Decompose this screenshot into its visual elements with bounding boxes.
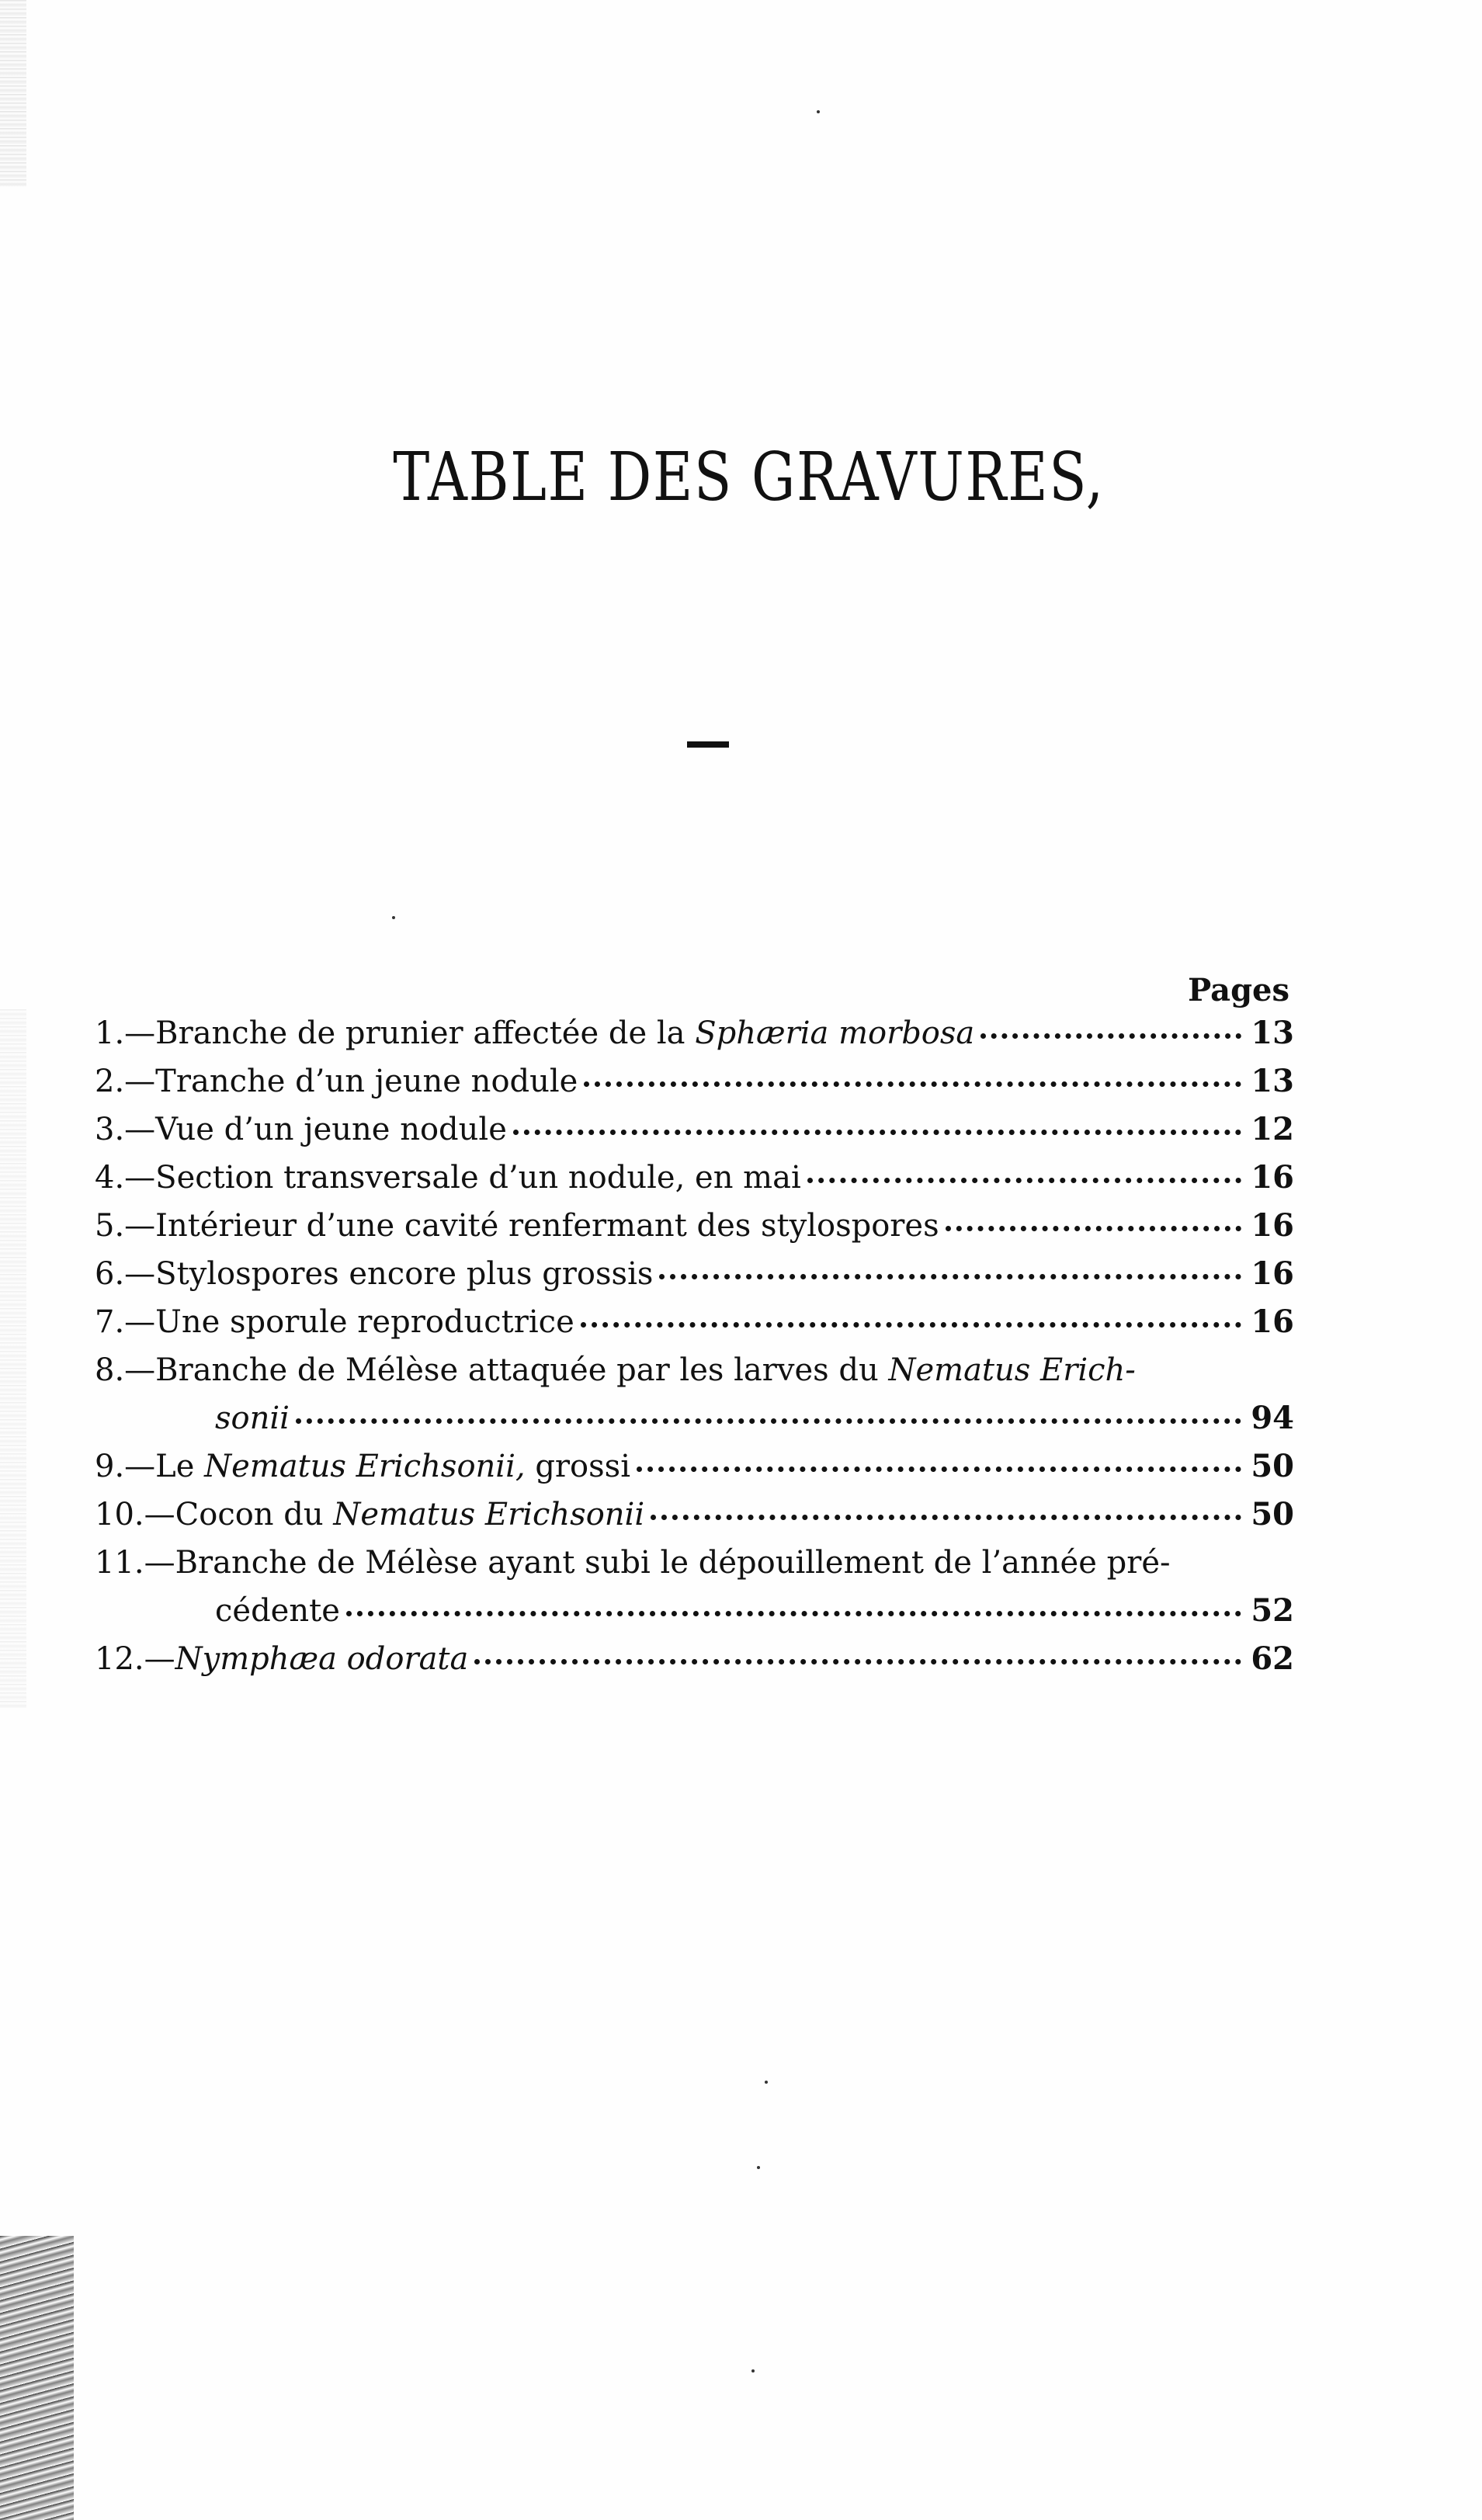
list-item (95, 1491, 1294, 1539)
entry-page-number: 16 (1251, 1207, 1294, 1244)
title-rule (687, 741, 729, 748)
dot-leader (637, 1446, 1241, 1477)
list-item (95, 1635, 1294, 1683)
entry-number: 10. (95, 1497, 144, 1532)
entry-page-number: 16 (1251, 1303, 1294, 1340)
entry-page-number: 94 (1251, 1400, 1294, 1436)
entry-page-number: 12 (1251, 1111, 1294, 1147)
entry-text: —Tranche d’un jeune nodule (124, 1064, 578, 1099)
entry-number: 7. (95, 1304, 125, 1340)
entry-number: 9. (95, 1449, 125, 1484)
entry-page-number: 50 (1251, 1448, 1294, 1484)
figure-list (95, 1009, 1294, 1683)
dot-leader (946, 1205, 1241, 1236)
speck (765, 2081, 768, 2084)
dot-leader (513, 1109, 1241, 1140)
list-item (95, 1106, 1294, 1154)
entry-page-number: 16 (1251, 1255, 1294, 1292)
dot-leader (346, 1590, 1241, 1621)
speck (817, 110, 820, 113)
entry-page-number: 62 (1251, 1640, 1294, 1677)
entry-text: —Vue d’un jeune nodule (124, 1112, 507, 1147)
entry-text-continued: cédente (215, 1593, 340, 1629)
list-item (95, 1009, 1294, 1057)
pages-column-header: Pages (1188, 972, 1289, 1008)
scan-edge-middle (0, 1009, 26, 1708)
list-item (95, 1154, 1294, 1202)
dot-leader (296, 1397, 1241, 1428)
dot-leader (980, 1012, 1241, 1043)
dot-leader (651, 1494, 1241, 1525)
entry-text: —Une sporule reproductrice (124, 1304, 574, 1340)
entry-text: —Stylospores encore plus grossis (124, 1256, 654, 1292)
entry-page-number: 16 (1251, 1159, 1294, 1196)
dot-leader (581, 1301, 1241, 1332)
entry-text: —Le Nematus Erichsonii, grossi (124, 1449, 630, 1484)
list-item (95, 1539, 1294, 1635)
speck (757, 2166, 760, 2169)
list-item (95, 1298, 1294, 1346)
list-item (95, 1250, 1294, 1298)
speck (751, 2369, 755, 2372)
list-item (95, 1346, 1294, 1442)
scan-edge-bottom (0, 2236, 74, 2520)
entry-text-continued: sonii (215, 1401, 290, 1436)
entry-text: —Branche de Mélèse ayant subi le dépouillement de l’année pré- (144, 1545, 1171, 1581)
dot-leader (659, 1253, 1241, 1284)
entry-text: —Section transversale d’un nodule, en mai (124, 1160, 801, 1196)
dot-leader (807, 1157, 1241, 1188)
entry-number: 6. (95, 1256, 125, 1292)
entry-page-number: 13 (1251, 1063, 1294, 1099)
list-item (95, 1442, 1294, 1491)
entry-number: 3. (95, 1112, 125, 1147)
entry-number: 11. (95, 1545, 144, 1581)
entry-text: —Intérieur d’une cavité renfermant des stylospores (124, 1208, 939, 1244)
page-title: TABLE DES GRAVURES, (393, 439, 1105, 516)
entry-text: —Branche de Mélèse attaquée par les larves du Nematus Erich- (124, 1352, 1136, 1388)
list-item (95, 1057, 1294, 1106)
entry-page-number: 50 (1251, 1496, 1294, 1532)
entry-page-number: 52 (1251, 1592, 1294, 1629)
entry-text: —Branche de prunier affectée de la Sphæria morbosa (124, 1015, 975, 1051)
scan-edge-top (0, 0, 26, 186)
entry-number: 2. (95, 1064, 125, 1099)
entry-text: —Cocon du Nematus Erichsonii (144, 1497, 645, 1532)
list-item (95, 1202, 1294, 1250)
entry-text: —Nymphæa odorata (144, 1641, 469, 1677)
dot-leader (584, 1060, 1241, 1092)
entry-page-number: 13 (1251, 1015, 1294, 1051)
entry-number: 5. (95, 1208, 125, 1244)
entry-number: 1. (95, 1015, 125, 1051)
entry-number: 8. (95, 1352, 125, 1388)
speck (392, 916, 395, 919)
dot-leader (474, 1638, 1241, 1669)
entry-number: 12. (95, 1641, 144, 1677)
entry-number: 4. (95, 1160, 125, 1196)
